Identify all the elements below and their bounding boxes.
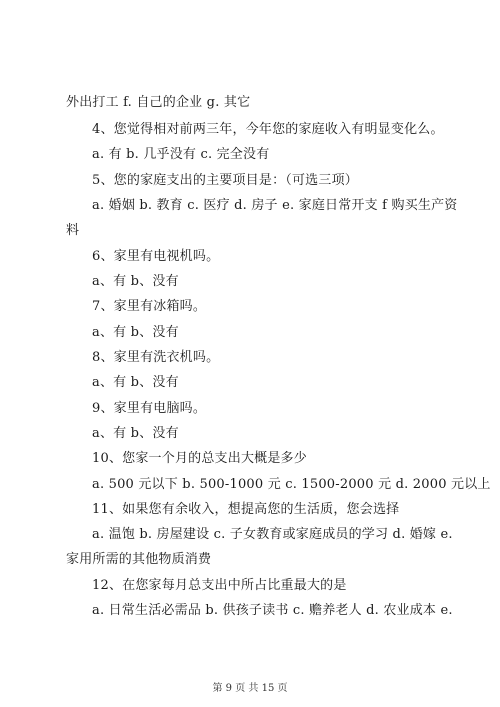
options-11-continued: 家用所需的其他物质消费	[66, 552, 212, 567]
question-11: 11、如果您有余收入，想提高您的生活质，您会选择	[92, 502, 400, 517]
options-5-continued: 料	[66, 223, 80, 238]
options-5: a. 婚姻 b. 教育 c. 医疗 d. 房子 e. 家庭日常开支 f 购买生产资	[92, 198, 458, 213]
text-line: 外出打工 f. 自己的企业 g. 其它	[66, 95, 251, 110]
question-7: 7、家里有冰箱吗。	[92, 299, 207, 314]
options-4: a. 有 b. 几乎没有 c. 完全没有	[92, 147, 270, 162]
options-8: a、有 b、没有	[92, 375, 179, 390]
question-8: 8、家里有洗衣机吗。	[92, 350, 220, 365]
question-12: 12、在您家每月总支出中所占比重最大的是	[92, 578, 347, 593]
options-7: a、有 b、没有	[92, 325, 179, 340]
options-9: a、有 b、没有	[92, 426, 179, 441]
question-6: 6、家里有电视机吗。	[92, 249, 220, 264]
options-11: a. 温饱 b. 房屋建设 c. 子女教育或家庭成员的学习 d. 婚嫁 e.	[92, 527, 453, 542]
page-footer: 第 9 页 共 15 页	[212, 683, 288, 694]
question-10: 10、您家一个月的总支出大概是多少	[92, 451, 307, 466]
question-4: 4、您觉得相对前两三年，今年您的家庭收入有明显变化么。	[92, 122, 444, 137]
options-10: a. 500 元以下 b. 500-1000 元 c. 1500-2000 元 d. 2000 元以上	[92, 477, 491, 492]
options-6: a、有 b、没有	[92, 274, 179, 289]
question-9: 9、家里有电脑吗。	[92, 401, 207, 416]
question-5: 5、您的家庭支出的主要项目是：（可选三项）	[92, 173, 358, 188]
options-12: a. 日常生活必需品 b. 供孩子读书 c. 赡养老人 d. 农业成本 e.	[92, 603, 453, 618]
